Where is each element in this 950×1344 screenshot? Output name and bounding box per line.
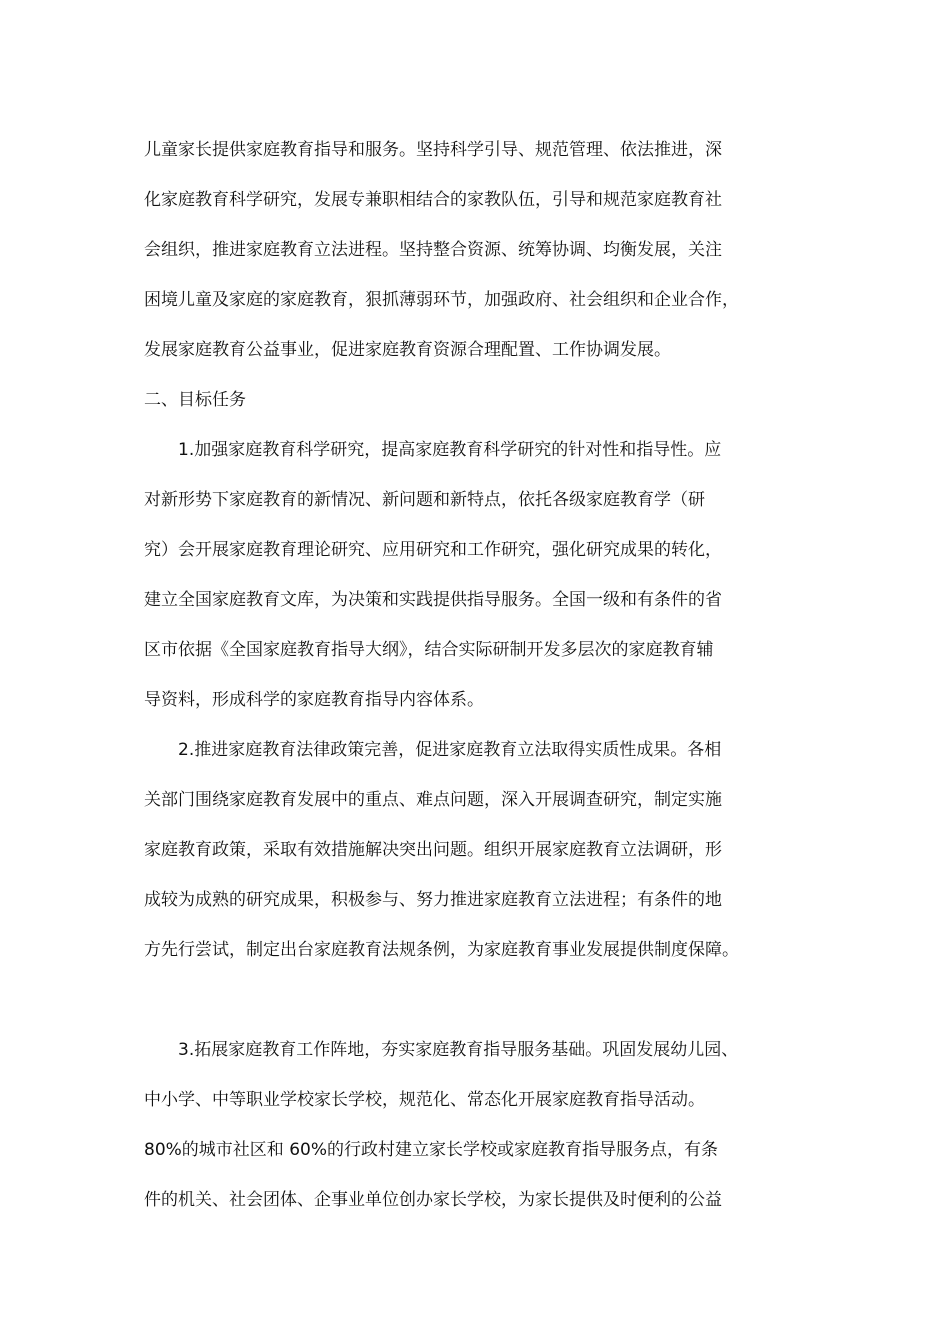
- text-line: 家庭教育政策，采取有效措施解决突出问题。组织开展家庭教育立法调研，形: [144, 840, 722, 860]
- text-line: 关部门围绕家庭教育发展中的重点、难点问题，深入开展调查研究，制定实施: [144, 790, 722, 810]
- text-line: 化家庭教育科学研究，发展专兼职相结合的家教队伍，引导和规范家庭教育社: [144, 190, 722, 210]
- text-line: 方先行尝试，制定出台家庭教育法规条例，为家庭教育事业发展提供制度保障。: [144, 940, 739, 960]
- text-line: 儿童家长提供家庭教育指导和服务。坚持科学引导、规范管理、依法推进，深: [144, 140, 722, 160]
- text-line: 对新形势下家庭教育的新情况、新问题和新特点，依托各级家庭教育学（研: [144, 490, 705, 510]
- text-line: 成较为成熟的研究成果，积极参与、努力推进家庭教育立法进程；有条件的地: [144, 890, 722, 910]
- text-line: 1.加强家庭教育科学研究，提高家庭教育科学研究的针对性和指导性。应: [178, 440, 722, 460]
- text-line: 会组织，推进家庭教育立法进程。坚持整合资源、统筹协调、均衡发展，关注: [144, 240, 722, 260]
- text-line: 建立全国家庭教育文库，为决策和实践提供指导服务。全国一级和有条件的省: [144, 590, 722, 610]
- section-heading: 二、目标任务: [144, 390, 246, 410]
- text-line: 区市依据《全国家庭教育指导大纲》，结合实际研制开发多层次的家庭教育辅: [144, 640, 714, 660]
- text-line: 发展家庭教育公益事业，促进家庭教育资源合理配置、工作协调发展。: [144, 340, 671, 360]
- text-line: 件的机关、社会团体、企事业单位创办家长学校，为家长提供及时便利的公益: [144, 1190, 722, 1210]
- text-line: 3.拓展家庭教育工作阵地，夯实家庭教育指导服务基础。巩固发展幼儿园、: [178, 1040, 739, 1060]
- text-line: 中小学、中等职业学校家长学校，规范化、常态化开展家庭教育指导活动。: [144, 1090, 705, 1110]
- text-line: 究）会开展家庭教育理论研究、应用研究和工作研究，强化研究成果的转化，: [144, 540, 722, 560]
- text-line: 80%的城市社区和 60%的行政村建立家长学校或家庭教育指导服务点，有条: [144, 1140, 718, 1160]
- text-line: 2.推进家庭教育法律政策完善，促进家庭教育立法取得实质性成果。各相: [178, 740, 722, 760]
- text-line: 导资料，形成科学的家庭教育指导内容体系。: [144, 690, 484, 710]
- text-line: 困境儿童及家庭的家庭教育，狠抓薄弱环节，加强政府、社会组织和企业合作，: [144, 290, 739, 310]
